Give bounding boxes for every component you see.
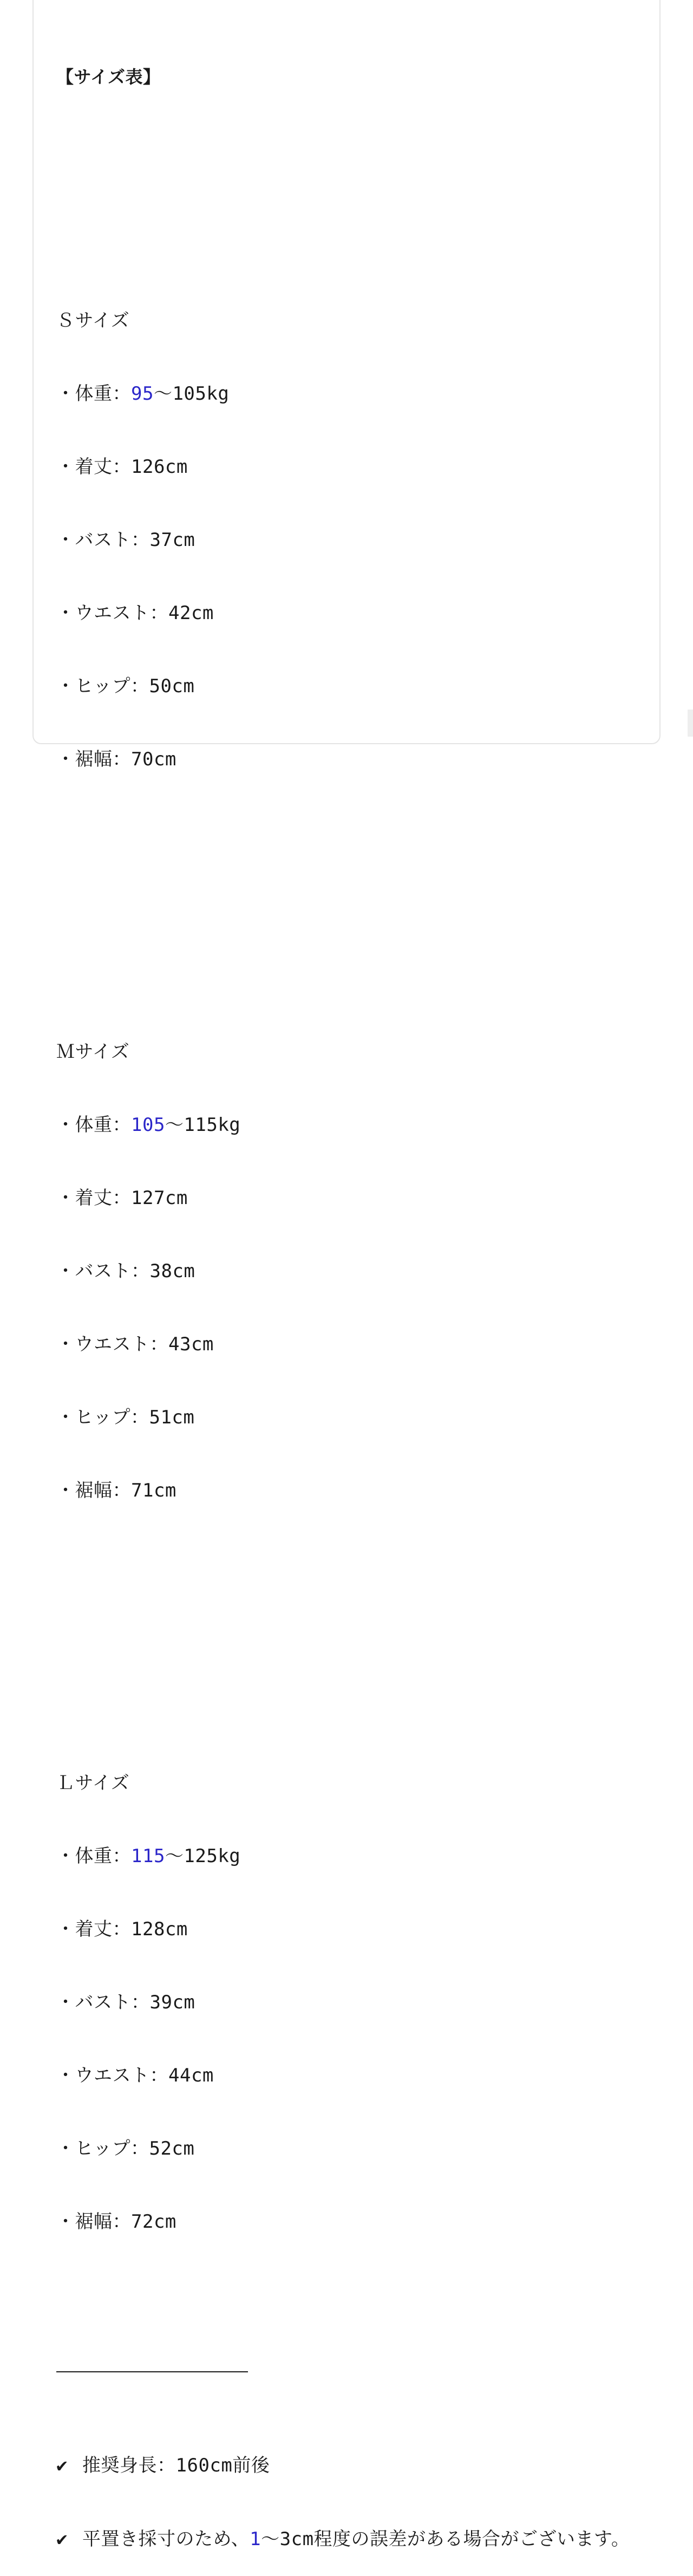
- hip-row: ・ヒップ：51cm: [56, 1407, 195, 1428]
- check-icon: ✔: [56, 2528, 68, 2550]
- weight-rest: ～125kg: [165, 1845, 241, 1867]
- weight-row: [56, 1113, 657, 1137]
- waist-row: ・ウエスト：44cm: [56, 2065, 214, 2086]
- size-chart: [56, 16, 657, 2576]
- waist-row: ・ウエスト：42cm: [56, 602, 214, 624]
- hip-row: ・ヒップ：50cm: [56, 675, 195, 697]
- note-text-before: 平置き採寸のため、: [82, 2528, 250, 2550]
- size-section-s: [56, 260, 657, 821]
- note-recommended-height: [56, 2453, 657, 2478]
- scrollbar-edge[interactable]: [688, 710, 693, 737]
- length-row: ・着丈：126cm: [56, 456, 188, 478]
- weight-rest: ～115kg: [165, 1114, 241, 1136]
- divider: [56, 2356, 248, 2372]
- check-icon: ✔: [56, 2455, 68, 2476]
- weight-label: ・体重：: [56, 1845, 131, 1867]
- weight-label: ・体重：: [56, 1114, 131, 1136]
- hem-width-row: ・裾幅：71cm: [56, 1480, 176, 1501]
- hem-width-row: ・裾幅：72cm: [56, 2211, 176, 2233]
- note-text-after: ～3cm程度の誤差がある場合がございます。: [261, 2528, 630, 2550]
- note-text: 推奨身長：160cm前後: [82, 2455, 270, 2476]
- weight-row: [56, 382, 657, 406]
- bust-row: ・バスト：38cm: [56, 1260, 195, 1282]
- weight-rest: ～105kg: [153, 383, 230, 405]
- spacer: [56, 138, 657, 162]
- waist-row: ・ウエスト：43cm: [56, 1333, 214, 1355]
- weight-from: 115: [131, 1845, 165, 1867]
- hem-width-row: ・裾幅：70cm: [56, 749, 176, 770]
- size-name: Ｓサイズ: [56, 310, 130, 331]
- spacer: [56, 869, 657, 894]
- size-name: Ｍサイズ: [56, 1041, 130, 1063]
- size-section-l: [56, 1722, 657, 2283]
- note-measurement-error: [56, 2527, 657, 2552]
- length-row: ・着丈：127cm: [56, 1187, 188, 1209]
- spacer: [56, 1601, 657, 1625]
- size-section-m: [56, 991, 657, 1552]
- weight-label: ・体重：: [56, 383, 131, 405]
- weight-row: [56, 1844, 657, 1869]
- size-chart-title: 【サイズ表】: [56, 67, 161, 87]
- length-row: ・着丈：128cm: [56, 1918, 188, 1940]
- bust-row: ・バスト：39cm: [56, 1992, 195, 2013]
- weight-from: 95: [131, 383, 154, 405]
- size-name: Ｌサイズ: [56, 1772, 130, 1794]
- note-accent-number: 1: [250, 2528, 261, 2550]
- hip-row: ・ヒップ：52cm: [56, 2138, 195, 2159]
- weight-from: 105: [131, 1114, 165, 1136]
- bust-row: ・バスト：37cm: [56, 529, 195, 551]
